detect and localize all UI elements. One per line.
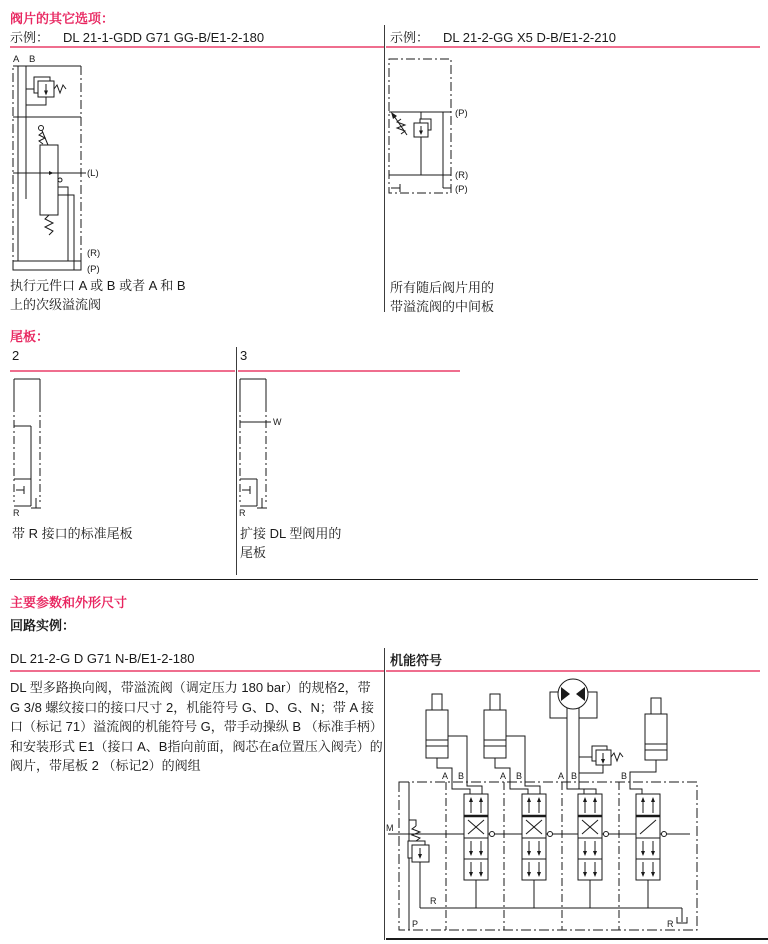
example-right bbox=[390, 27, 616, 46]
rule-options-left bbox=[10, 46, 384, 48]
port-label-r-inner: R bbox=[430, 896, 437, 906]
bottom-rule bbox=[386, 938, 768, 940]
rule-params-right bbox=[386, 670, 760, 672]
options-heading: 阀片的其它选项： bbox=[10, 11, 115, 26]
rule-tailplate2 bbox=[10, 370, 235, 372]
circuit-schematic bbox=[386, 676, 768, 938]
divider-params bbox=[384, 648, 385, 940]
rule-options-right bbox=[386, 46, 760, 48]
caption-right-line1: 所有随后阀片用的 bbox=[390, 280, 495, 295]
rule-tailplate3 bbox=[238, 370, 460, 372]
port-label-p-bottom: (P) bbox=[455, 184, 468, 195]
example-right-label: 示例： bbox=[390, 30, 430, 45]
port-label-r-outer: R bbox=[667, 919, 674, 929]
port-label-p: P bbox=[412, 919, 419, 929]
port-label-m: M bbox=[386, 823, 394, 833]
caption-left bbox=[10, 276, 186, 314]
function-symbols-title: 机能符号 bbox=[390, 653, 443, 668]
tailplate3-caption-line2: 尾板 bbox=[240, 545, 267, 560]
tailplate3-caption bbox=[240, 524, 341, 562]
example-left-code: DL 21-1-GDD G71 GG-B/E1-2-180 bbox=[63, 30, 265, 45]
tailplate3-number: 3 bbox=[240, 348, 248, 363]
secondary-relief-valve-schematic bbox=[10, 53, 120, 275]
tailplate3-schematic bbox=[238, 376, 298, 518]
port-label-r: (R) bbox=[455, 170, 469, 181]
caption-left-line2: 上的次级溢流阀 bbox=[10, 297, 102, 312]
circuit-code: DL 21-2-G D G71 N-B/E1-2-180 bbox=[10, 651, 195, 666]
example-left bbox=[10, 27, 264, 46]
rule-params-left bbox=[10, 670, 384, 672]
port-label-r: (R) bbox=[87, 248, 101, 259]
divider-options bbox=[384, 25, 385, 312]
port-label-b2: B bbox=[516, 771, 523, 781]
port-label-p: (P) bbox=[87, 264, 100, 275]
port-label-b3: B bbox=[571, 771, 578, 781]
intermediate-plate-schematic bbox=[387, 55, 477, 200]
tailplate3-caption-line1: 扩接 DL 型阀用的 bbox=[240, 526, 342, 541]
port-label-w: W bbox=[273, 417, 282, 427]
port-label-r: R bbox=[13, 508, 20, 518]
tailplate2-number: 2 bbox=[12, 348, 20, 363]
tailplate2-schematic bbox=[12, 376, 57, 518]
caption-right-line2: 带溢流阀的中间板 bbox=[390, 299, 495, 314]
example-left-label: 示例： bbox=[10, 30, 50, 45]
port-label-p-top: (P) bbox=[455, 108, 468, 119]
port-label-l: (L) bbox=[87, 168, 99, 179]
port-label-a3: A bbox=[558, 771, 565, 781]
port-label-a1: A bbox=[442, 771, 449, 781]
port-label-b: B bbox=[29, 54, 36, 65]
params-subheading: 回路实例： bbox=[10, 618, 76, 633]
circuit-description: DL 型多路换向阀，带溢流阀（调定压力 180 bar）的规格2，带 G 3/8 螺纹接口的接口尺寸 2，机能符号 G、D、G、N；带 A 接口（标记 71）溢流阀的机能符号 G，带手动操纵 B （标准手柄）和安装形式 E1（接口 A、B指向前面，阀芯在a位置压入阀壳）的阀片，带尾板 2 （标记2）的阀组 bbox=[10, 680, 383, 773]
tailplates-heading: 尾板： bbox=[10, 329, 50, 344]
port-label-b4: B bbox=[621, 771, 628, 781]
caption-right bbox=[390, 278, 494, 316]
port-label-r: R bbox=[239, 508, 246, 518]
port-label-a2: A bbox=[500, 771, 507, 781]
tailplate2-caption: 带 R 接口的标准尾板 bbox=[12, 526, 133, 541]
caption-left-line1: 执行元件口 A 或 B 或者 A 和 B bbox=[10, 278, 186, 293]
port-label-a: A bbox=[13, 54, 20, 65]
port-label-b1: B bbox=[458, 771, 465, 781]
example-right-code: DL 21-2-GG X5 D-B/E1-2-210 bbox=[443, 30, 616, 45]
params-heading: 主要参数和外形尺寸 bbox=[10, 595, 128, 610]
divider-tailplates bbox=[236, 347, 237, 575]
section-divider-rule bbox=[10, 579, 758, 580]
